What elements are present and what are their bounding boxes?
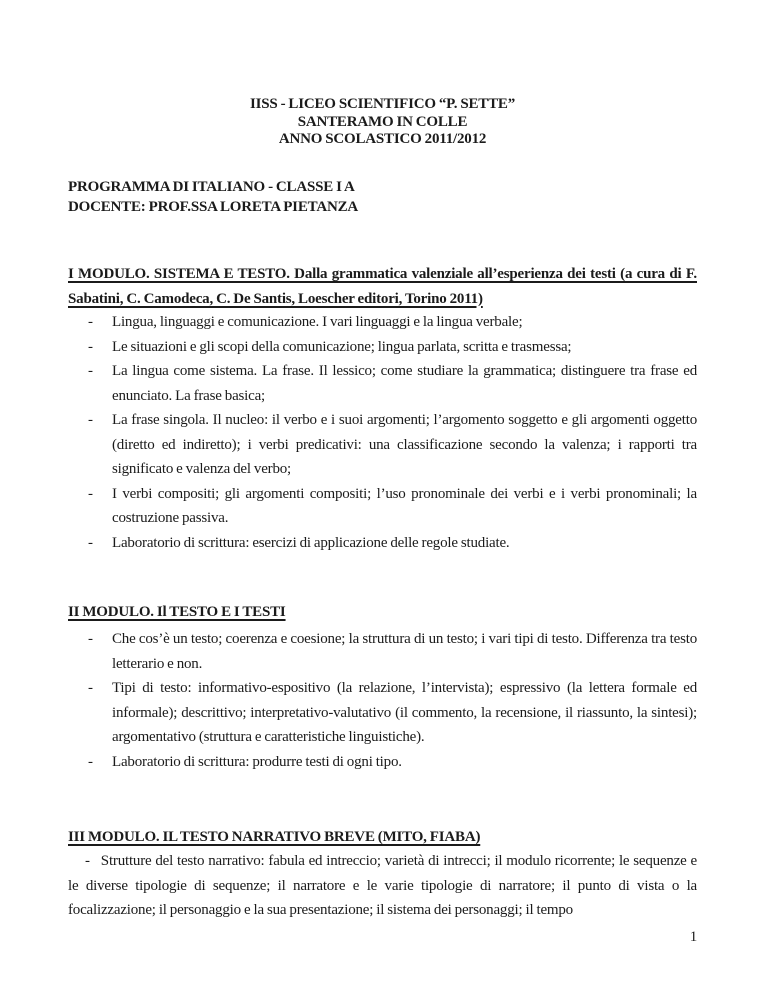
dash-bullet: - <box>88 680 93 696</box>
dash-bullet: - <box>85 853 90 869</box>
paragraph-text: Strutture del testo narrativo: fabula ed intreccio; varietà di intrecci; il modulo ricorrente; le sequenze e le diverse tipologie di sequenze; il narratore e le varie tipologie di narratore; il punto di vista o la focalizzazione; il personaggio e la sua presentazione; il sistema dei personaggi; il tempo <box>68 853 697 918</box>
list-item <box>68 531 697 556</box>
module-2-list <box>68 627 697 774</box>
list-item-text: Laboratorio di scrittura: esercizi di applicazione delle regole studiate. <box>112 534 510 551</box>
school-city: SANTERAMO IN COLLE <box>297 113 468 130</box>
list-item <box>68 676 697 750</box>
program-header <box>68 178 697 217</box>
module-1-list <box>68 310 697 555</box>
dash-bullet: - <box>88 314 93 330</box>
list-item-text: Che cos’è un testo; coerenza e coesione; la struttura di un testo; i vari tipi di testo. Differenza tra testo letterario e non. <box>112 631 697 672</box>
dash-bullet: - <box>88 485 93 502</box>
list-item <box>68 335 697 360</box>
list-item <box>68 359 697 408</box>
list-item <box>68 750 697 775</box>
dash-bullet: - <box>88 412 93 428</box>
list-item-text: I verbi compositi; gli argomenti compositi; l’uso pronominale dei verbi e i verbi pronominali; la costruzione passiva. <box>112 485 697 526</box>
list-item-text: Lingua, linguaggi e comunicazione. I vari linguaggi e la lingua verbale; <box>112 314 523 330</box>
module-3-paragraph <box>68 849 697 923</box>
list-item <box>68 310 697 335</box>
list-item-text: Le situazioni e gli scopi della comunicazione; lingua parlata, scritta e trasmessa; <box>112 338 572 355</box>
list-item <box>68 482 697 531</box>
school-name: IISS - LICEO SCIENTIFICO “P. SETTE” <box>249 96 516 112</box>
list-item-text: Laboratorio di scrittura: produrre testi di ogni tipo. <box>112 753 402 770</box>
dash-bullet: - <box>88 363 93 379</box>
document-header <box>68 96 697 149</box>
module-2-title: II MODULO. Il TESTO E I TESTI <box>68 604 286 620</box>
program-title: PROGRAMMA DI ITALIANO - CLASSE I A <box>68 179 355 195</box>
dash-bullet: - <box>88 338 93 355</box>
dash-bullet: - <box>88 534 93 551</box>
list-item-text: La frase singola. Il nucleo: il verbo e i suoi argomenti; l’argomento soggetto e gli argomenti oggetto (diretto ed indiretto); i verbi predicativi: una classificazione secondo la valenza; i rapporti tra significato e valenza del verbo; <box>112 412 697 477</box>
list-item <box>68 408 697 482</box>
page-number: 1 <box>689 929 697 945</box>
module-1-title: I MODULO. SISTEMA E TESTO. Dalla grammatica valenziale all’esperienza dei testi (a cura di F. Sabatini, C. Camodeca, C. De Santis, Loescher editori, Torino 2011) <box>68 266 697 307</box>
dash-bullet: - <box>88 631 93 647</box>
dash-bullet: - <box>88 753 93 770</box>
module-3-title: III MODULO. IL TESTO NARRATIVO BREVE (MITO, FIABA) <box>68 829 481 845</box>
list-item-text: La lingua come sistema. La frase. Il lessico; come studiare la grammatica; distinguere tra frase ed enunciato. La frase basica; <box>112 363 697 404</box>
list-item-text: Tipi di testo: informativo-espositivo (la relazione, l’intervista); espressivo (la lettera formale ed informale); descrittivo; interpretativo-valutativo (il commento, la recensione, il riassunto, la sintesi); argomentativo (struttura e caratteristiche linguistiche). <box>112 680 697 745</box>
school-year: ANNO SCOLASTICO 2011/2012 <box>278 131 487 147</box>
teacher-name: DOCENTE: PROF.SSA LORETA PIETANZA <box>68 198 359 215</box>
list-item <box>68 627 697 676</box>
